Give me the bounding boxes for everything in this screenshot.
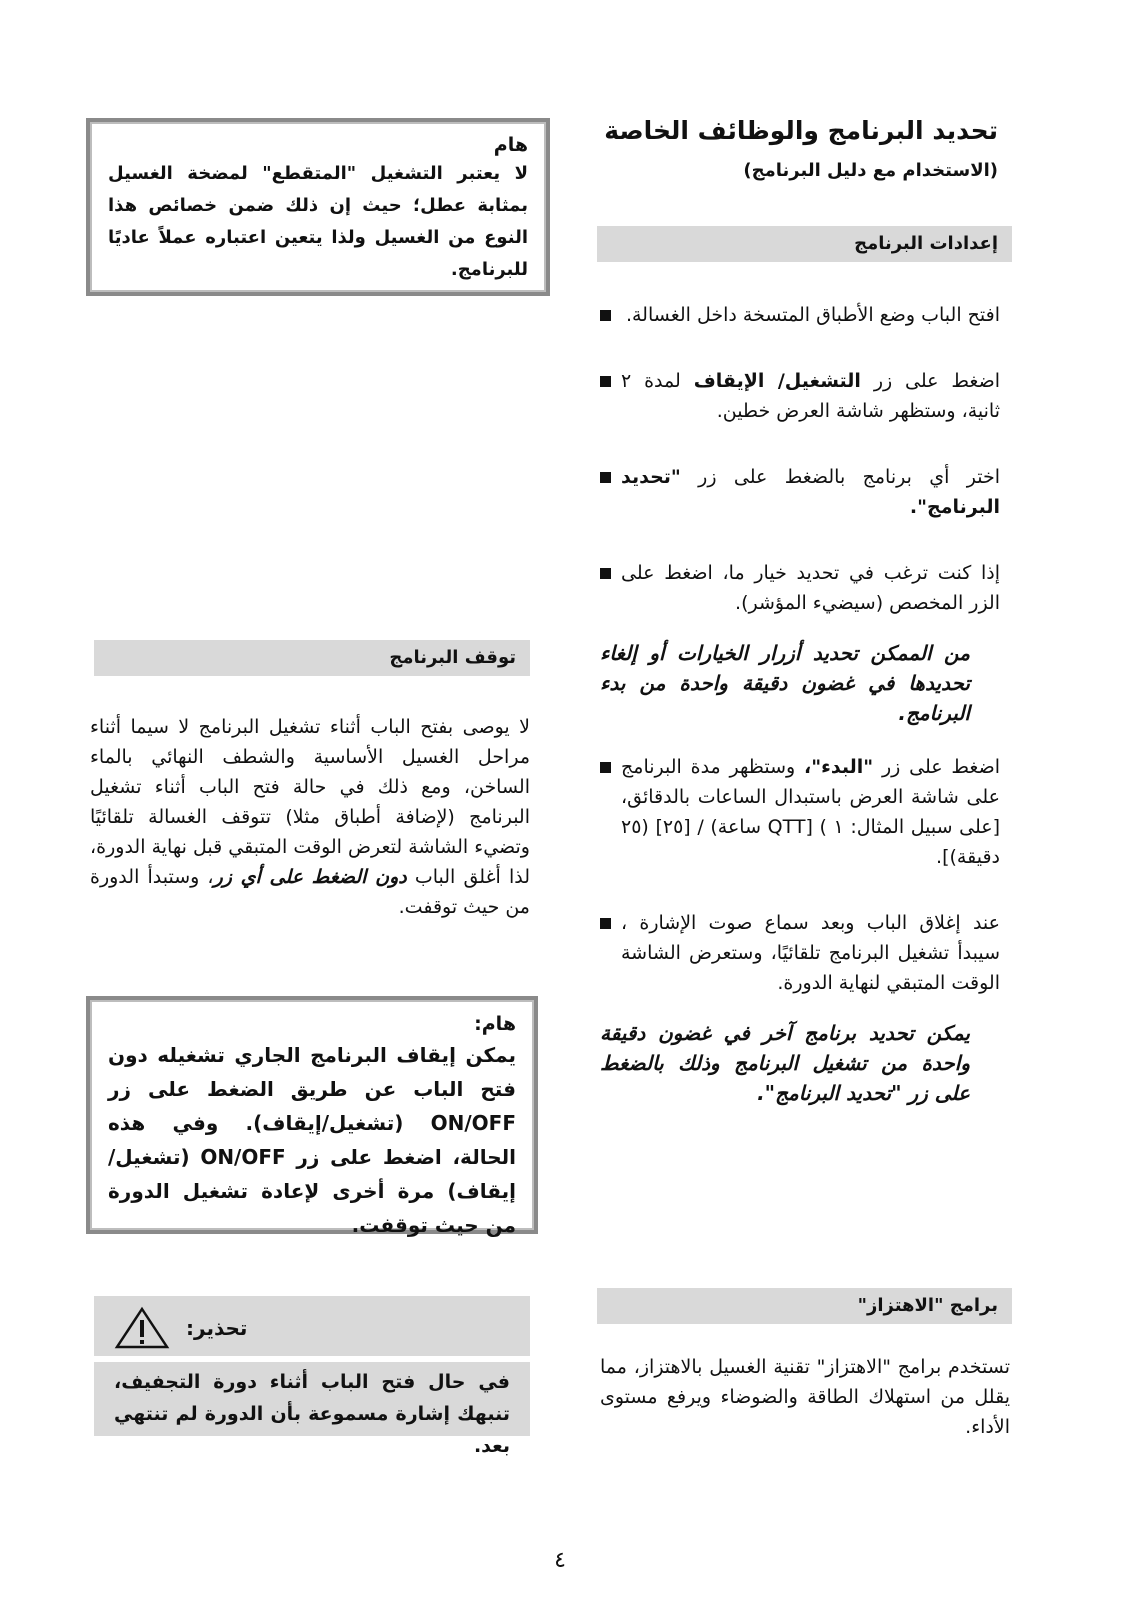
bullet-icon xyxy=(600,762,611,773)
page-title: تحديد البرنامج والوظائف الخاصة xyxy=(604,116,998,145)
list-item: اضغط على زر "البدء"، وستظهر مدة البرنامج على شاشة العرض باستبدال الساعات بالدقائق، [على سبيل المثال: ١ ) [QTT ساعة) / [٢٥] (٢٥ دقيقة)]. xyxy=(600,752,1000,872)
important-box-onoff xyxy=(86,996,538,1237)
important-text: لا يعتبر التشغيل "المتقطع" لمضخة الغسيل بمثابة عطل؛ حيث إن ذلك ضمن خصائص هذا النوع من الغسيل ولذا يتعين اعتباره عملاً عاديًا للبرنامج. xyxy=(108,163,528,280)
list-item: عند إغلاق الباب وبعد سماع صوت الإشارة ، سيبدأ تشغيل البرنامج تلقائيًا، وستعرض الشاشة الوقت المتبقي لنهاية الدورة. xyxy=(600,908,1000,998)
important-title: هام: xyxy=(474,1013,516,1035)
page-subtitle: (الاستخدام مع دليل البرنامج) xyxy=(743,160,998,181)
warning-title: تحذير: xyxy=(186,1316,248,1340)
important-box-pump xyxy=(86,118,550,296)
section-header-program-stop: توقف البرنامج xyxy=(94,640,530,676)
bullet-icon xyxy=(600,376,611,387)
list-item: افتح الباب وضع الأطباق المتسخة داخل الغسالة. xyxy=(600,300,1000,330)
list-item: إذا كنت ترغب في تحديد خيار ما، اضغط على الزر المخصص (سيضيء المؤشر). xyxy=(600,558,1000,618)
warning-text: في حال فتح الباب أثناء دورة التجفيف، تنبهك إشارة مسموعة بأن الدورة لم تنتهي بعد. xyxy=(114,1371,510,1457)
list-item: اختر أي برنامج بالضغط على زر "تحديد البرنامج". xyxy=(600,462,1000,522)
list-item: اضغط على زر التشغيل/ الإيقاف لمدة ٢ ثانية، وستظهر شاشة العرض خطين. xyxy=(600,366,1000,426)
vibration-text: تستخدم برامج "الاهتزاز" تقنية الغسيل بالاهتزاز، مما يقلل من استهلاك الطاقة والضوضاء ويرفع مستوى الأداء. xyxy=(600,1356,1010,1438)
warning-triangle-icon xyxy=(114,1306,170,1350)
bullet-icon xyxy=(600,472,611,483)
page-number: ٤ xyxy=(554,1548,566,1573)
section-header-vibration-programs: برامج "الاهتزاز" xyxy=(597,1288,1012,1324)
warning-box xyxy=(94,1296,530,1457)
note-options: من الممكن تحديد أزرار الخيارات أو إلغاء تحديدها في غضون دقيقة واحدة من بدء البرنامج. xyxy=(600,641,970,725)
bullet-icon xyxy=(600,918,611,929)
right-column-body xyxy=(600,300,1000,1108)
important-text: يمكن إيقاف البرنامج الجاري تشغيله دون فتح الباب عن طريق الضغط على زر ON/OFF (تشغيل/إيقاف). وفي هذه الحالة، اضغط على زر ON/OFF (تشغيل/إيقاف) مرة أخرى لإعادة تشغيل الدورة من حيث توقفت. xyxy=(108,1043,516,1237)
program-stop-text: لا يوصى بفتح الباب أثناء تشغيل البرنامج لا سيما أثناء مراحل الغسيل الأساسية والشطف النهائي بالماء الساخن، ومع ذلك في حالة فتح الباب أثناء تشغيل البرنامج (لإضافة أطباق مثلا) تتوقف الغسالة تلقائيًا وتضيء الشاشة لتعرض الوقت المتبقي قبل نهاية الدورة، لذا أغلق الباب دون الضغط على أي زر، وستبدأ الدورة من حيث توقفت. xyxy=(90,716,530,918)
section-header-program-settings: إعدادات البرنامج xyxy=(597,226,1012,262)
important-title: هام xyxy=(493,134,528,156)
bullet-icon xyxy=(600,568,611,579)
note-change-program: يمكن تحديد برنامج آخر في غضون دقيقة واحدة من تشغيل البرنامج وذلك بالضغط على زر "تحديد البرنامج". xyxy=(600,1021,970,1105)
bullet-icon xyxy=(600,310,611,321)
